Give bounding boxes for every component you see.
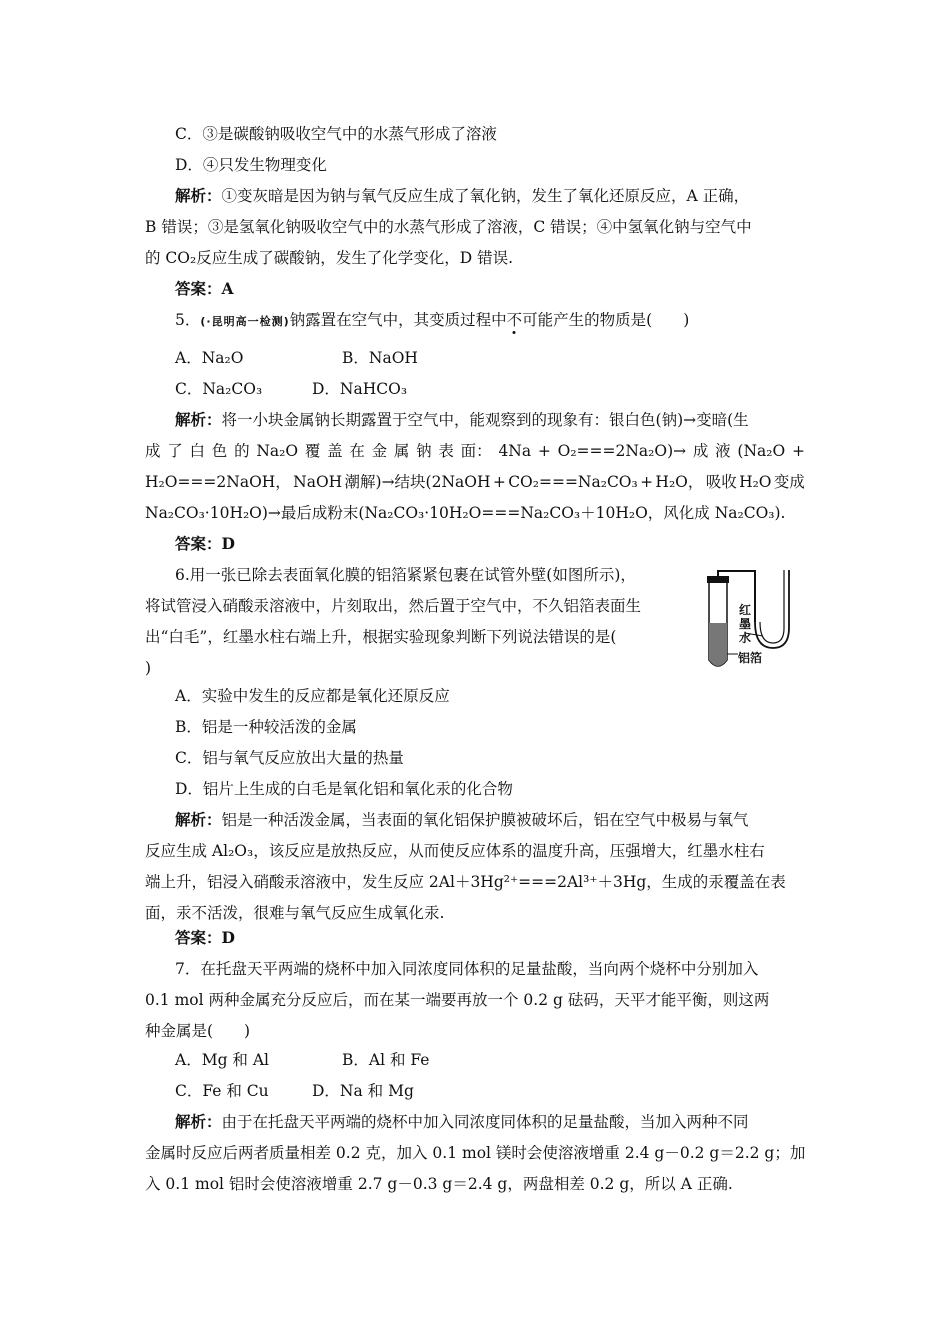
q4-analysis-line-1 — [175, 186, 805, 206]
q5-analysis-line-3 — [145, 472, 805, 492]
question-stem-tail: 可能产生的物质是( ) — [522, 311, 690, 329]
text-run: 潮解)→结块(2NaOH — [344, 473, 491, 491]
q6-stem-line-2: 将试管浸入硝酸汞溶液中，片刻取出，然后置于空气中，不久铝箔表面生 — [145, 597, 642, 615]
text-run: 色 — [211, 442, 228, 460]
label-red-ink-3: 水 — [739, 631, 752, 645]
test-tube-figure — [705, 568, 825, 678]
text-run: 在 — [349, 442, 365, 460]
aluminum-foil — [709, 623, 727, 666]
q6-analysis-line-2: 反应生成 Al₂O₃，该反应是放热反应，从而使反应体系的温度升高，压强增大，红墨水柱右 — [145, 842, 765, 860]
text-run: H₂O， — [655, 473, 704, 491]
q6-analysis-line-4: 面，汞不活泼，很难与氧气反应生成氧化汞. — [145, 904, 445, 922]
q6-option-b: B．铝是一种较活泼的金属 — [175, 718, 357, 736]
q7-analysis-line-2: 金属时反应后两者质量相差 0.2 克，加入 0.1 mol 镁时会使溶液增重 2.4 g－0.2 g＝2.2 g；加 — [145, 1144, 806, 1162]
text-run: 表 — [438, 442, 454, 460]
q7-analysis-line-1 — [175, 1112, 805, 1132]
text-run: 白 — [189, 442, 206, 460]
text-run: Na₂O — [256, 442, 299, 460]
apparatus-diagram — [705, 568, 825, 678]
question-number: 5． — [175, 311, 201, 329]
text-run: NaOH — [293, 473, 343, 491]
text-run: 成 — [145, 442, 161, 460]
text-run: + — [791, 442, 805, 460]
q6-analysis-line-1 — [175, 810, 805, 830]
q7-option-d: D．Na 和 Mg — [312, 1082, 414, 1100]
q4-analysis-line-2: B 错误；③是氢氧化钠吸收空气中的水蒸气形成了溶液，C 错误；④中氢氧化钠与空气中 — [145, 218, 752, 236]
q7-option-b: B．Al 和 Fe — [342, 1051, 430, 1069]
label-red-ink-2: 墨 — [739, 617, 752, 631]
text-run: 吸收 — [705, 473, 737, 491]
q7-stem-line-2: 0.1 mol 两种金属充分反应后，而在某一端要再放一个 0.2 g 砝码，天平才能平衡，则这两 — [145, 991, 770, 1009]
text-run: 面： — [460, 442, 492, 460]
question-stem: 钠露置在空气中，其变质过程中 — [289, 311, 507, 329]
q4-answer: 答案：A — [175, 279, 234, 298]
text-run: 变成 — [773, 473, 805, 491]
q5-analysis-line-2 — [145, 441, 805, 461]
q5-analysis-line-4: Na₂CO₃·10H₂O)→最后成粉末(Na₂CO₃·10H₂O===Na₂CO₃＋10H₂O，风化成 Na₂CO₃). — [145, 504, 786, 522]
text-run: 属 — [393, 442, 410, 460]
label-red-ink-1: 红 — [739, 603, 752, 617]
text-run: + — [492, 473, 506, 491]
text-run: H₂O — [739, 473, 772, 491]
text-run: 成 — [692, 442, 709, 460]
q6-stem-line-3: 出“白毛”，红墨水柱右端上升，根据实验现象判断下列说法错误的是( — [145, 628, 617, 646]
q6-option-c: C．铝与氧气反应放出大量的热量 — [175, 749, 404, 767]
q6-stem-line-1: 6.用一张已除去表面氧化膜的铝箔紧紧包裹在试管外壁(如图所示)， — [175, 566, 636, 584]
q6-stem-line-4: ) — [145, 659, 152, 677]
text-run: 4Na — [498, 442, 532, 460]
text-run: 的 — [234, 442, 250, 460]
q7-stem-line-3: 种金属是( ) — [145, 1022, 251, 1040]
q7-option-c: C．Fe 和 Cu — [175, 1082, 269, 1100]
analysis-text: 铝是一种活泼金属，当表面的氧化铝保护膜被破坏后，铝在空气中极易与氧气 — [221, 811, 749, 829]
text-run: 覆 — [304, 442, 321, 460]
text-run: 盖 — [327, 442, 343, 460]
question-source: (·昆明高一检测) — [200, 315, 290, 328]
q4-option-c: C．③是碳酸钠吸收空气中的水蒸气形成了溶液 — [175, 125, 497, 143]
analysis-label: 解析： — [175, 410, 222, 429]
text-run: + — [640, 473, 654, 491]
q6-option-a: A．实验中发生的反应都是氧化还原反应 — [175, 687, 450, 705]
q6-answer: 答案：D — [175, 928, 235, 947]
q5-option-b: B．NaOH — [342, 349, 418, 367]
text-run: O₂===2Na₂O)→ — [557, 442, 687, 460]
q5-option-c: C．Na₂CO₃ — [175, 380, 263, 398]
q5-option-a: A．Na₂O — [175, 349, 244, 367]
q5-answer: 答案：D — [175, 534, 235, 553]
u-tube-inner — [760, 570, 784, 643]
label-aluminum-foil: 铝箔 — [738, 651, 763, 665]
q7-stem-line-1: 7．在托盘天平两端的烧杯中加入同浓度同体积的足量盐酸，当向两个烧杯中分别加入 — [175, 960, 759, 978]
q7-option-a: A．Mg 和 Al — [175, 1051, 269, 1069]
text-run: 了 — [167, 442, 183, 460]
analysis-text: 由于在托盘天平两端的烧杯中加入同浓度同体积的足量盐酸，当加入两种不同 — [221, 1113, 749, 1131]
q7-analysis-line-3: 入 0.1 mol 铝时会使溶液增重 2.7 g－0.3 g＝2.4 g，两盘相差 0.2 g，所以 A 正确. — [145, 1175, 733, 1193]
stopper — [707, 576, 729, 583]
text-run: H₂O===2NaOH， — [145, 473, 291, 491]
text-run: + — [537, 442, 551, 460]
q4-analysis-line-3: 的 CO₂反应生成了碳酸钠，发生了化学变化，D 错误. — [145, 249, 513, 267]
text-run: CO₂===Na₂CO₃ — [508, 473, 638, 491]
q5-option-d: D．NaHCO₃ — [312, 380, 408, 398]
text-run: 液 — [715, 442, 731, 460]
analysis-label: 解析： — [175, 1112, 222, 1131]
q5-stem — [175, 310, 835, 332]
analysis-label: 解析： — [175, 186, 222, 205]
q6-option-d: D．铝片上生成的白毛是氧化铝和氧化汞的化合物 — [175, 780, 513, 798]
text-run: 金 — [371, 442, 388, 460]
emphasis-dot-char: 不 — [506, 311, 523, 329]
text-run: 钠 — [416, 442, 432, 460]
analysis-text: ①变灰暗是因为钠与氧气反应生成了氧化钠，发生了氧化还原反应，A 正确， — [221, 187, 750, 205]
analysis-label: 解析： — [175, 810, 222, 829]
q5-analysis-line-1 — [175, 410, 805, 430]
q4-option-d: D．④只发生物理变化 — [175, 156, 327, 174]
text-run: (Na₂O — [737, 442, 786, 460]
q6-analysis-line-3: 端上升，铝浸入硝酸汞溶液中，发生反应 2Al＋3Hg²⁺===2Al³⁺＋3Hg，生成的汞覆盖在表 — [145, 873, 786, 891]
analysis-text: 将一小块金属钠长期露置于空气中，能观察到的现象有：银白色(钠)→变暗(生 — [221, 411, 749, 429]
